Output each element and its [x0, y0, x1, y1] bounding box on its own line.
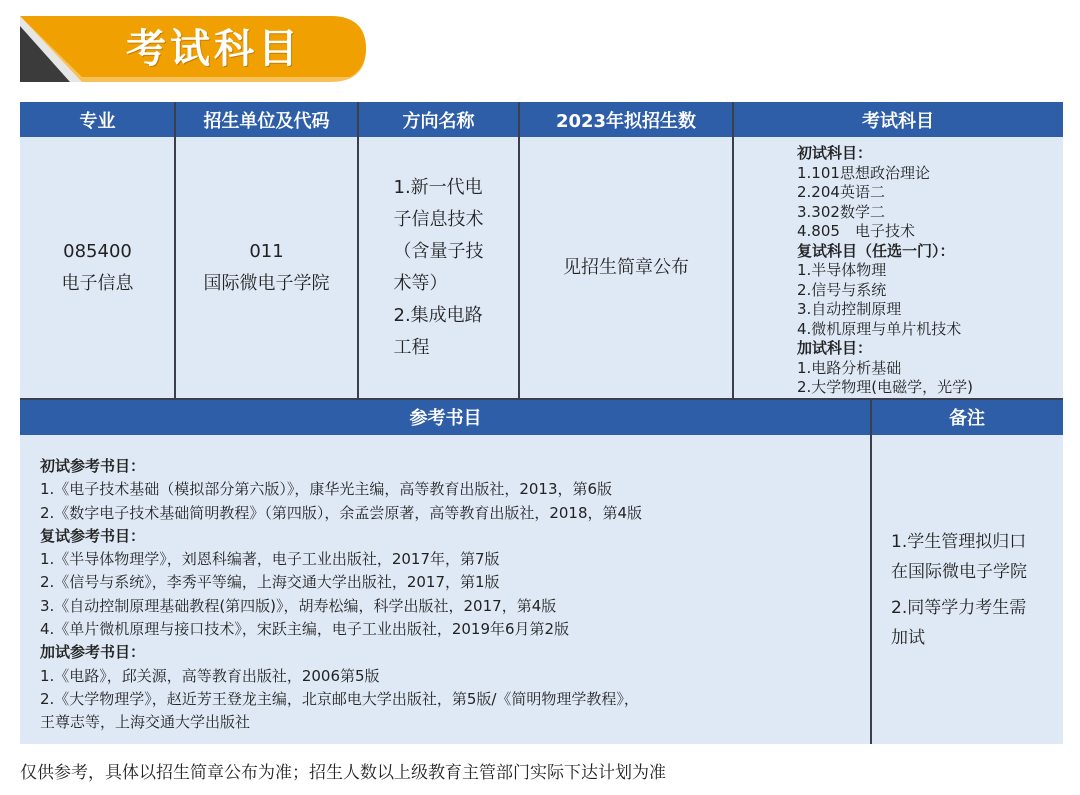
exam-subject-item: 2.信号与系统: [797, 280, 887, 299]
exam-subjects-list: [797, 144, 973, 398]
header-subjects: 考试科目: [733, 102, 1063, 137]
header-books: 参考书目: [20, 399, 871, 435]
grid-line: [20, 398, 1063, 400]
section-banner: [20, 14, 368, 84]
exam-section-heading: 复试科目（任选一门）：: [797, 241, 955, 260]
book-item: 2.《大学物理学》，赵近芳王登龙主编，北京邮电大学出版社，第5版/《简明物理学教程》，: [40, 689, 639, 708]
exam-section-heading: 加试科目：: [797, 339, 873, 357]
quota-text: 见招生简章公布: [563, 257, 689, 278]
grid-line: [518, 102, 520, 399]
exam-subject-item: 1.电路分析基础: [797, 358, 902, 377]
major-name: 电子信息: [61, 273, 134, 294]
exam-subject-item: 3.自动控制原理: [797, 300, 902, 318]
direction-line: 子信息技术: [393, 209, 484, 230]
exam-subject-item: 2.大学物理(电磁学，光学): [797, 378, 974, 396]
unit-name: 国际微电子学院: [203, 273, 330, 294]
header-unit: 招生单位及代码: [175, 102, 358, 137]
section-title: 考试科目: [126, 26, 302, 72]
reference-books-list: [40, 455, 642, 735]
cell-subjects: [733, 137, 1063, 399]
cell-quota: [519, 137, 733, 399]
books-section-heading: 初试参考书目：: [40, 457, 146, 475]
books-section-heading: 加试参考书目：: [40, 643, 146, 662]
books-section-heading: 复试参考书目：: [40, 526, 146, 545]
exam-subject-item: 3.302数学二: [797, 202, 885, 221]
exam-section-heading: 初试科目：: [797, 144, 873, 162]
note-line: 1.学生管理拟归口: [891, 531, 1027, 552]
book-item: 王尊志等，上海交通大学出版社: [40, 713, 251, 732]
grid-line: [870, 399, 872, 744]
direction-text: [394, 172, 484, 364]
note-line: 在国际微电子学院: [891, 561, 1027, 582]
book-item: 1.《电子技术基础（模拟部分第六版）》，康华光主编，高等教育出版社，2013，第6版: [40, 480, 613, 499]
exam-subject-item: 1.101思想政治理论: [797, 163, 930, 182]
header-direction: 方向名称: [358, 102, 519, 137]
major-code: 085400: [63, 241, 132, 262]
direction-line: 2.集成电路: [393, 305, 483, 326]
direction-line: 术等）: [393, 273, 448, 294]
exam-subject-item: 4.805 电子技术: [797, 222, 915, 240]
cell-direction: [358, 137, 519, 399]
footer-note: 仅供参考，具体以招生简章公布为准；招生人数以上级教育主管部门实际下达计划为准: [20, 763, 666, 783]
cell-major: [20, 137, 175, 399]
unit-code: 011: [249, 241, 284, 262]
book-item: 3.《自动控制原理基础教程(第四版)》，胡寿松编，科学出版社，2017，第4版: [40, 596, 557, 615]
cell-unit: [175, 137, 358, 399]
cell-notes: [871, 435, 1063, 744]
notes-list: [891, 527, 1027, 653]
book-item: 1.《电路》，邱关源，高等教育出版社，2006第5版: [40, 666, 380, 685]
direction-line: （含量子技: [393, 241, 484, 262]
grid-line: [732, 102, 734, 399]
book-item: 1.《半导体物理学》，刘恩科编著，电子工业出版社，2017年，第7版: [40, 550, 500, 569]
book-item: 2.《信号与系统》，李秀平等编，上海交通大学出版社，2017，第1版: [40, 573, 500, 592]
grid-line: [174, 102, 176, 399]
exam-table: [20, 102, 1063, 744]
note-line: 2.同等学力考生需: [891, 597, 1027, 618]
book-item: 4.《单片微机原理与接口技术》，宋跃主编，电子工业出版社，2019年6月第2版: [40, 620, 570, 639]
direction-line: 1.新一代电: [393, 177, 483, 198]
direction-line: 工程: [393, 337, 430, 358]
header-major: 专业: [20, 102, 175, 137]
exam-subject-item: 1.半导体物理: [797, 261, 887, 279]
cell-books: [20, 435, 871, 744]
note-line: 加试: [891, 627, 925, 648]
grid-line: [357, 102, 359, 399]
header-notes: 备注: [871, 399, 1063, 435]
exam-subject-item: 2.204英语二: [797, 183, 885, 201]
exam-subject-item: 4.微机原理与单片机技术: [797, 319, 962, 338]
header-quota: 2023年拟招生数: [519, 102, 733, 137]
book-item: 2.《数字电子技术基础简明教程》（第四版），余孟尝原著，高等教育出版社，2018，第4版: [40, 503, 643, 522]
